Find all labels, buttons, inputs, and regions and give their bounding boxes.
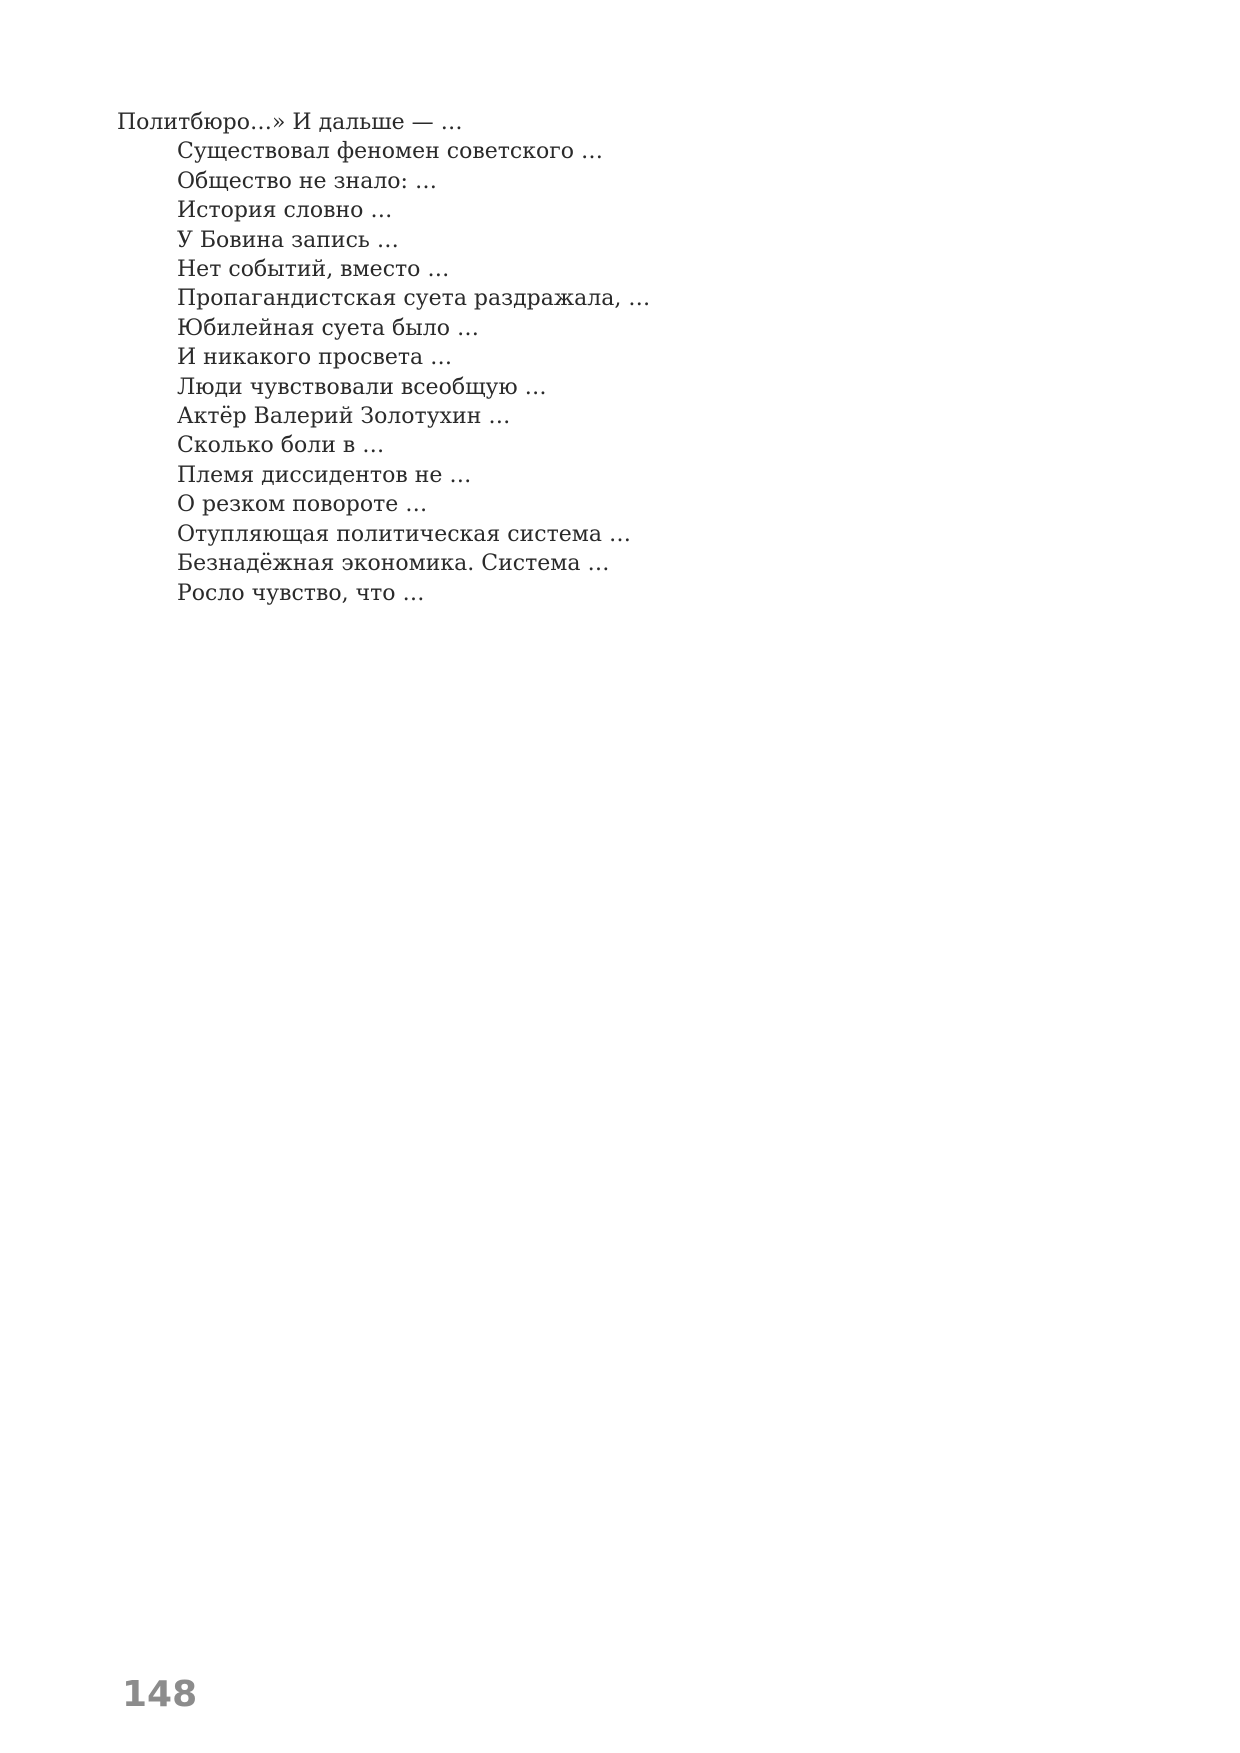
paragraph: Общество не знало: … (177, 168, 437, 194)
paragraph: Отупляющая политическая система … (177, 521, 631, 547)
paragraph: Существовал феномен советского … (177, 139, 604, 165)
paragraph: Сколько боли в … (177, 433, 385, 459)
paragraph: История словно … (177, 198, 393, 224)
paragraph: Росло чувство, что … (177, 580, 425, 606)
page-number: 148 (122, 1674, 198, 1715)
paragraph: Политбюро…» И дальше — … (117, 110, 463, 135)
paragraph: Актёр Валерий Золотухин … (177, 404, 511, 430)
paragraph: У Бовина запись … (177, 227, 399, 253)
paragraph: Племя диссидентов не … (177, 462, 472, 488)
paragraph: О резком повороте … (177, 492, 428, 518)
paragraph: Нет событий, вместо … (177, 257, 450, 283)
paragraph: И никакого просвета … (177, 345, 453, 371)
paragraph: Пропагандистская суета раздражала, … (177, 286, 651, 312)
body-text (117, 108, 1125, 608)
paragraph: Безнадёжная экономика. Система … (177, 551, 610, 577)
paragraph: Люди чувствовали всеобщую … (177, 374, 547, 400)
paragraph: Юбилейная суета было … (177, 315, 480, 341)
